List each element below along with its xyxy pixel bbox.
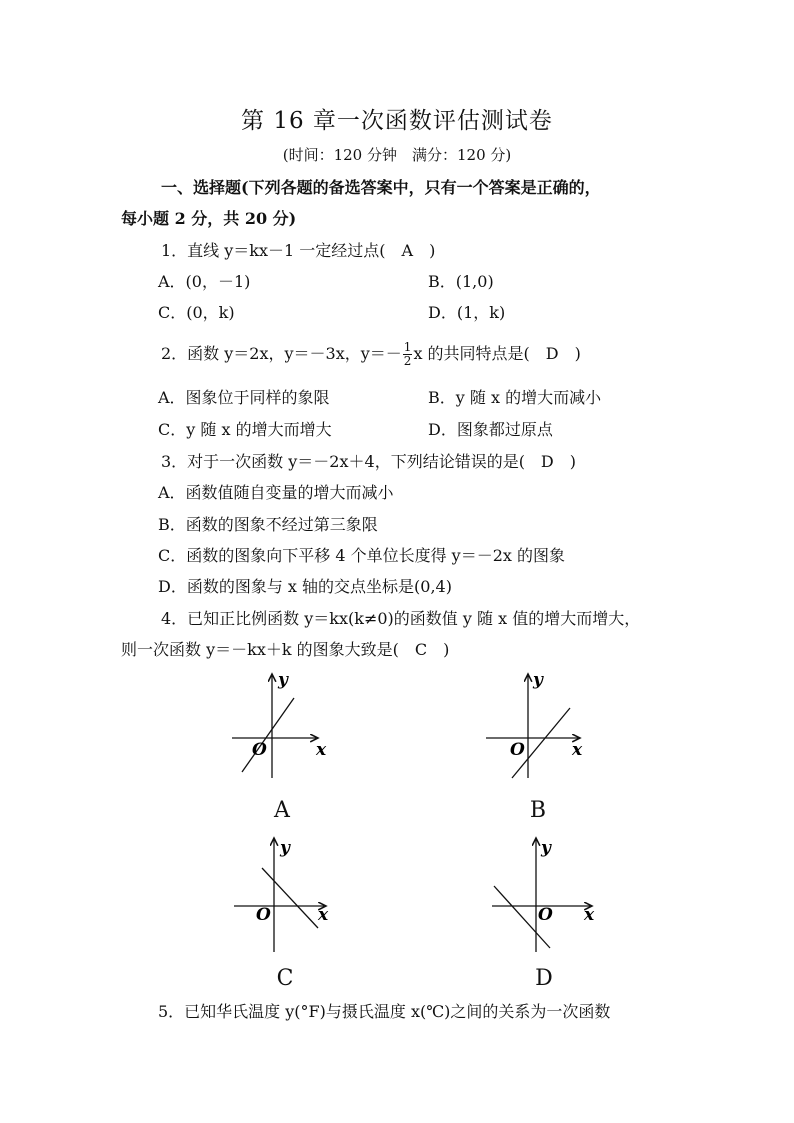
y-axis-label: y [541,838,551,858]
q1-option-d: D．(1，k) [428,303,506,322]
x-axis-label: x [318,905,329,925]
q2-option-c: C．y 随 x 的增大而增大 [158,420,332,439]
origin-label: O [252,740,267,760]
graph-c-label: C [276,966,294,991]
function-line [242,698,294,772]
q2-fraction-numerator: 1 [403,340,412,354]
graph-a [228,668,348,783]
q2-stem [161,335,581,373]
origin-label: O [256,905,271,925]
graph-a-label: A [274,798,290,823]
x-axis-label: x [316,740,327,760]
q2-fraction-denominator: 2 [403,354,412,368]
q3-option-c: C．函数的图象向下平移 4 个单位长度得 y＝－2x 的图象 [158,546,566,565]
q1-option-a: A．(0，－1) [158,272,251,291]
graph-b [482,668,602,783]
y-axis-label: y [280,838,290,858]
q3-option-a: A．函数值随自变量的增大而减小 [158,483,394,502]
q5-stem-line1: 5．已知华氏温度 y(°F)与摄氏温度 x(℃)之间的关系为一次函数 [158,1002,611,1021]
graph-c [230,832,350,957]
q2-option-a: A．图象位于同样的象限 [158,388,330,407]
q3-option-b: B．函数的图象不经过第三象限 [158,515,378,534]
q2-stem-before: 2．函数 y＝2x，y＝－3x，y＝－ [161,344,402,363]
origin-label: O [538,905,553,925]
y-axis-label: y [533,670,543,690]
q2-stem-after: x 的共同特点是( D ) [413,344,581,363]
q2-option-b: B．y 随 x 的增大而减小 [428,388,602,407]
q3-option-d: D．函数的图象与 x 轴的交点坐标是(0,4) [158,577,452,596]
q2-fraction [403,341,413,368]
graph-b-label: B [529,798,547,823]
x-axis-label: x [572,740,583,760]
origin-label: O [510,740,525,760]
q1-option-b: B．(1,0) [428,272,494,291]
q3-stem: 3．对于一次函数 y＝－2x＋4，下列结论错误的是( D ) [161,452,577,471]
section-heading-line1: 一、选择题(下列各题的备选答案中，只有一个答案是正确的， [161,178,601,197]
q2-option-d: D．图象都过原点 [428,420,553,439]
q1-option-c: C．(0，k) [158,303,235,322]
page-title: 第 16 章一次函数评估测试卷 [241,108,553,134]
q4-stem-line1: 4．已知正比例函数 y＝kx(k≠0)的函数值 y 随 x 值的增大而增大， [161,609,641,628]
exam-info: (时间：120 分钟 满分：120 分) [282,146,512,164]
y-axis-label: y [278,670,288,690]
section-heading-line2: 每小题 2 分，共 20 分) [121,209,297,228]
x-axis-label: x [584,905,595,925]
q1-stem: 1．直线 y＝kx－1 一定经过点( A ) [161,241,436,260]
q4-stem-line2: 则一次函数 y＝－kx＋k 的图象大致是( C ) [121,640,450,659]
graph-d [488,832,608,957]
graph-d-label: D [535,966,553,991]
